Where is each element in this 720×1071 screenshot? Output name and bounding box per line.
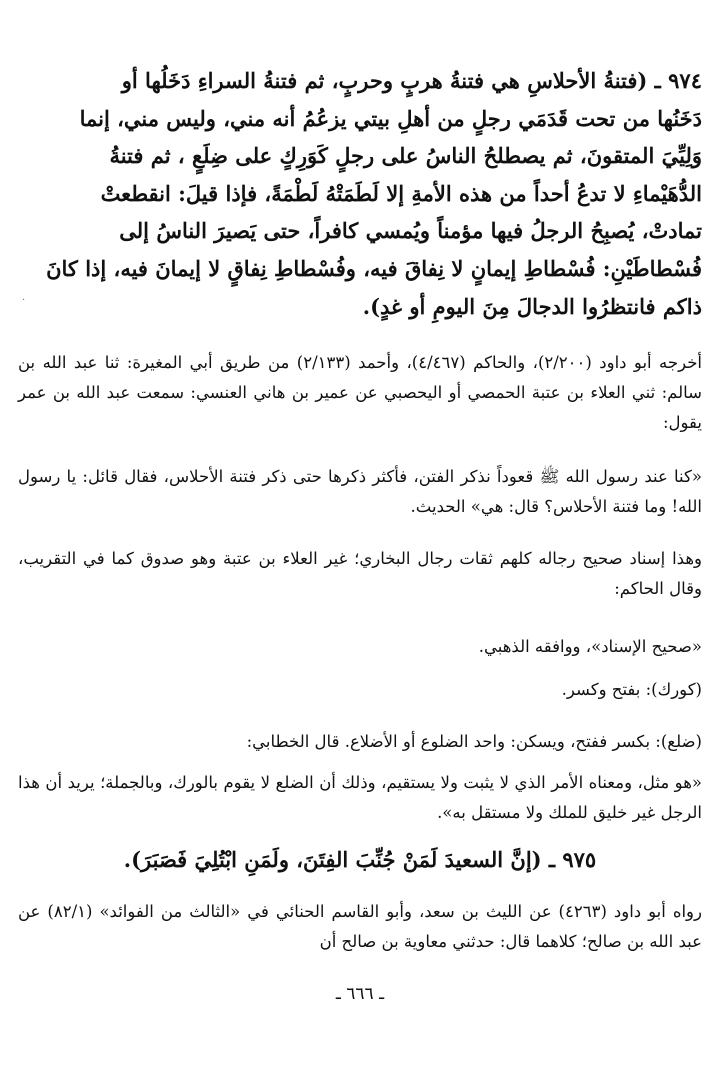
page-number: ـ ٦٦٦ ـ (335, 984, 385, 1004)
hakim-quote: «صحيح الإسناد»، ووافقه الذهبي. (478, 637, 702, 656)
khattabi-quote: «هو مثل، ومعناه الأمر الذي لا يثبت ولا يستقيم، وذلك أن الضلع لا يقوم بالورك، وبالجملة؛ يريد أن هذا الرجل غير خليق للملك ولا مستقل به». (18, 773, 702, 822)
margin-mark: · (22, 295, 26, 306)
quote-paragraph: «كنا عند رسول الله ﷺ قعوداً نذكر الفتن، فأكثر ذكرها حتى ذكر فتنة الأحلاس، فقال قائل: يا رسول الله! وما فتنة الأحلاس؟ قال: هي» الحديث. (18, 467, 702, 516)
hadith-line: تمادتْ، يُصبِحُ الرجلُ فيها مؤمناً ويُمسي كافراً، حتى يَصيرَ الناسُ إلى (119, 218, 702, 244)
hadith-line: ٩٧٤ ـ (فتنةُ الأحلاسِ هي فتنةُ هربٍ وحربٍ، ثم فتنةُ السراءِ دَخَلُها أو (121, 68, 702, 93)
word-note-dila: (ضلع): بكسر ففتح، ويسكن: واحد الضلوع أو الأضلاع. قال الخطابي: (246, 732, 702, 751)
word-note-kawrak: (كورك): بفتح وكسر. (561, 680, 702, 699)
hadith-975: ٩٧٥ ـ (إنَّ السعيدَ لَمَنْ جُنِّبَ الفِتَنَ، ولَمَنِ ابْتُلِيَ فَصَبَرَ). (123, 847, 597, 872)
grading-paragraph: وهذا إسناد صحيح رجاله كلهم ثقات رجال البخاري؛ غير العلاء بن عتبة وهو صدوق كما في التقريب، وقال الحاكم: (18, 549, 702, 598)
hadith-974 (18, 62, 702, 325)
hadith-line: فُسْطاطَيْنِ: فُسْطاطِ إيمانٍ لا نِفاقَ فيه، وفُسْطاطِ نِفاقٍ لا إيمانَ فيه، إذا كانَ (46, 255, 702, 281)
takhrij-paragraph: أخرجه أبو داود (٢/٢٠٠)، والحاكم (٤/٤٦٧)، وأحمد (٢/١٣٣) من طريق أبي المغيرة: ثنا عبد الله بن سالم: ثني العلاء بن عتبة الحمصي أو اليحصبي عن عمير بن هاني العنسي: سمعت عبد الله بن عمر يقول: (18, 353, 702, 432)
hadith-line: ذاكم فانتظرُوا الدجالَ مِنَ اليومِ أو غدٍ). (362, 293, 702, 319)
hadith-line: وَلِيِّيَ المتقونَ، ثم يصطلحُ الناسُ على رجلٍ كَوَرِكٍ على ضِلَعٍ ، ثم فتنةُ (109, 143, 702, 169)
takhrij-paragraph-975: رواه أبو داود (٤٢٦٣) عن الليث بن سعد، وأبو القاسم الحنائي في «الثالث من الفوائد» (٨٢/١) عن عبد الله بن صالح؛ كلاهما قال: حدثني معاوية بن صالح أن (18, 902, 702, 951)
hadith-line: الدُّهَيْماءِ لا تدعُ أحداً من هذه الأمةِ إلا لَطَمَتْهُ لَطْمَةً، فإذا قيلَ: انقطعتْ (100, 180, 702, 206)
hadith-line: دَخَنُها من تحت قَدَمَي رجلٍ من أهلِ بيتي يزعُمُ أنه مني، وليس مني، إنما (79, 105, 702, 131)
